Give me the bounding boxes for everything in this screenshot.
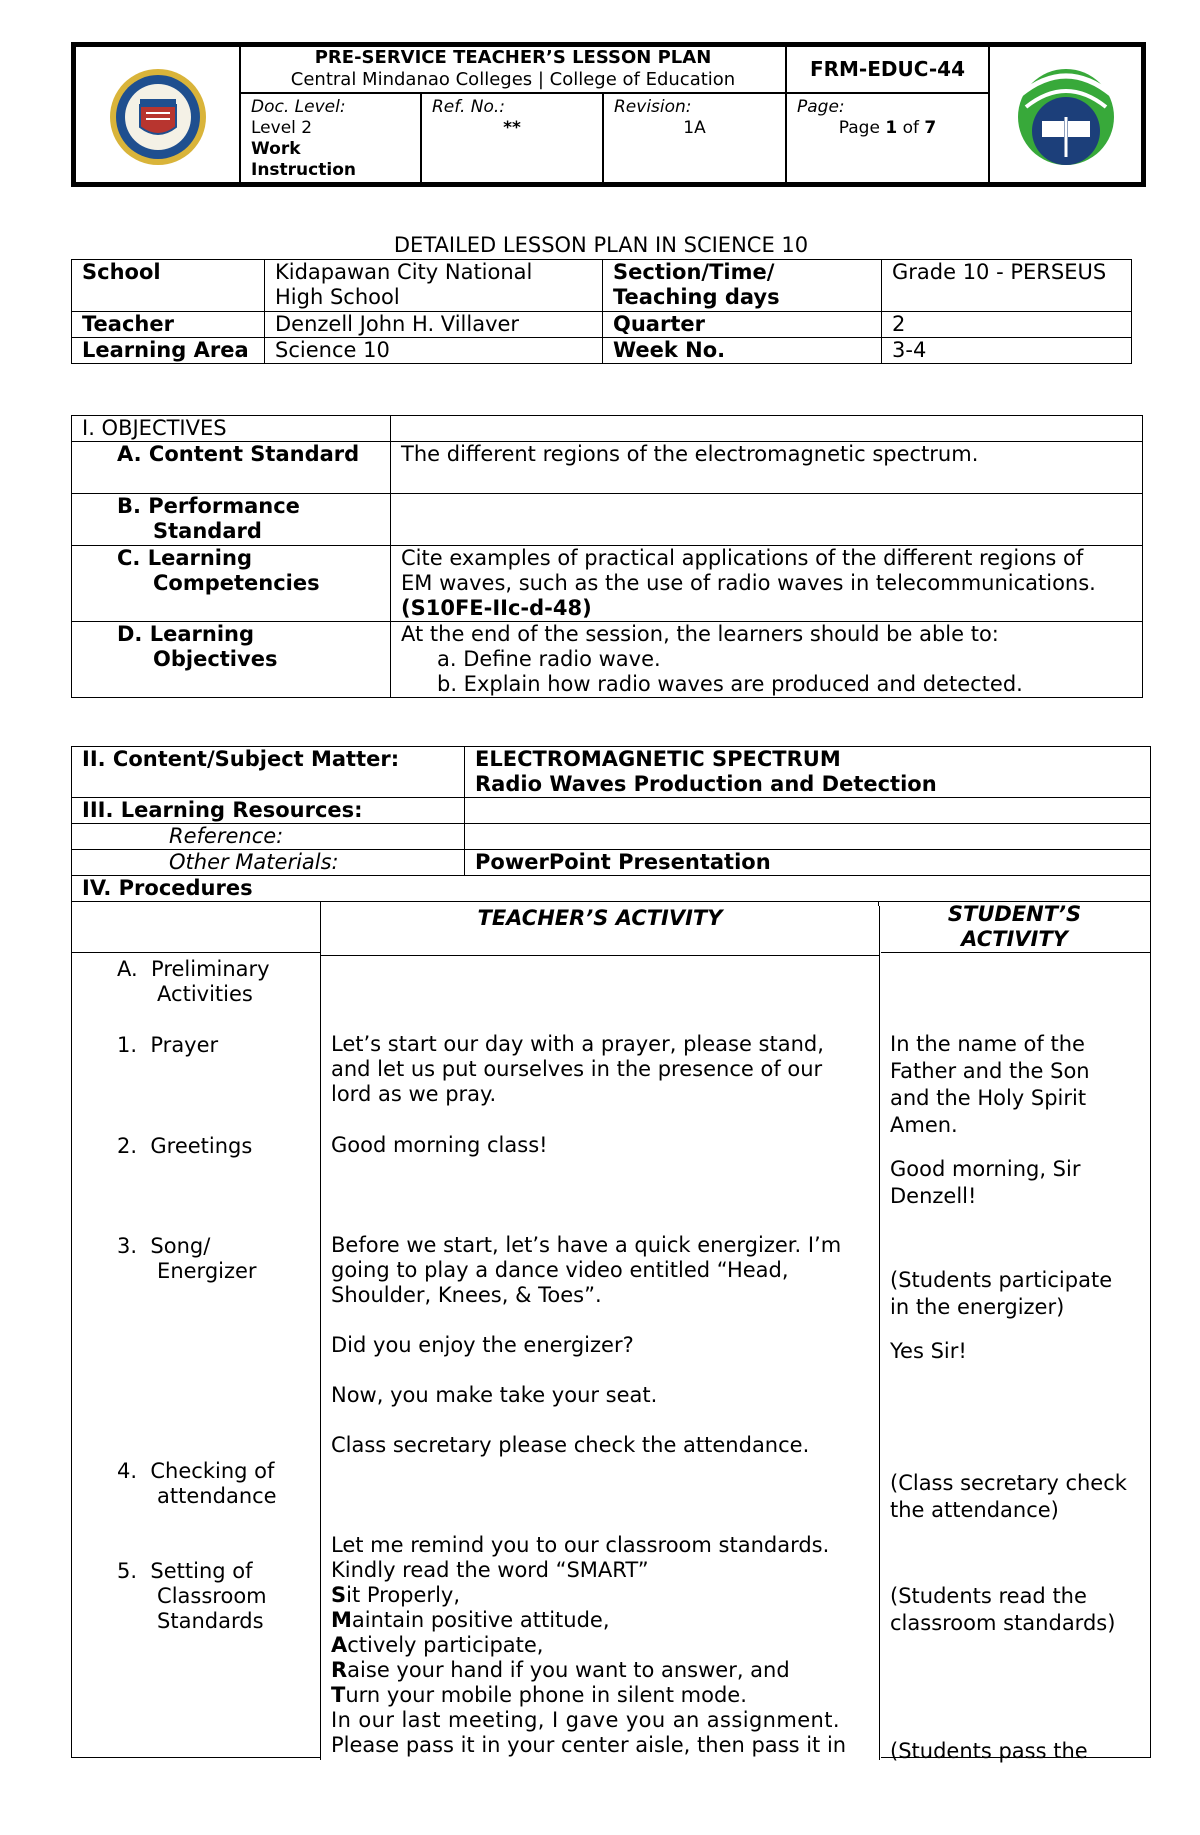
column-divider-2 [879,906,880,1760]
doc-level-instruction: Instruction [251,160,356,180]
student-line: in the energizer) [890,1295,1065,1319]
form-code: FRM-EDUC-44 [786,46,989,93]
seal-cell [75,46,240,183]
step-attendance-cont: attendance [117,1484,277,1508]
objectives-heading-blank [391,416,1143,442]
subject-matter-label: II. Content/Subject Matter: [72,747,465,798]
page-cell [786,93,989,183]
week-value: 3-4 [882,338,1132,364]
student-line: and the Holy Spirit [890,1086,1087,1110]
smart-r: Raise your hand if you want to answer, and [331,1658,790,1682]
student-line: the attendance) [890,1498,1059,1522]
step-song-cont: Energizer [117,1259,257,1283]
student-line: Good morning, Sir [890,1157,1081,1181]
smart-t: Turn your mobile phone in silent mode. [331,1683,747,1707]
learning-competencies-value: Cite examples of practical applications of the different regions of EM waves, such as the use of radio waves in telecommunications. (S10FE-IIc-d-48) [391,546,1143,622]
section-value: Grade 10 - PERSEUS [882,260,1132,312]
logo-cell [989,46,1142,183]
teacher-line: Let me remind you to our classroom standards. [331,1533,830,1557]
objectives-heading: I. OBJECTIVES [72,416,391,442]
page-label: Page: [797,97,845,117]
document-header [71,42,1146,187]
step-standards-cont2: Standards [117,1609,264,1633]
step-greetings: 2. Greetings [117,1134,253,1158]
lesson-info-table [71,259,1132,364]
school-label: School [72,260,265,312]
procedures-heading: IV. Procedures [72,876,1151,902]
procedure-steps-cell [72,953,321,1758]
other-materials-label: Other Materials: [72,850,465,876]
teacher-line: going to play a dance video entitled “Head, [331,1258,789,1282]
student-line: Amen. [890,1113,958,1137]
teacher-line: Let’s start our day with a prayer, please stand, [331,1032,824,1056]
teacher-line: and let us put ourselves in the presence of our [331,1057,823,1081]
page-current: 1 [885,118,898,138]
teacher-line: Good morning class! [331,1133,548,1157]
content-standard-value: The different regions of the electromagnetic spectrum. [391,442,1143,494]
week-label: Week No. [603,338,882,364]
doc-level-cell [240,93,421,183]
performance-standard-label: B. Performance Standard [72,494,391,546]
doc-level-work: Work [251,139,301,159]
student-line: Father and the Son [890,1059,1090,1083]
teacher-line: Shoulder, Knees, & Toes”. [331,1283,602,1307]
procedure-blank-head [72,902,321,953]
teacher-value: Denzell John H. Villaver [265,312,603,338]
competency-code: (S10FE-IIc-d-48) [401,596,592,620]
lesson-plan-title: DETAILED LESSON PLAN IN SCIENCE 10 [393,233,809,257]
content-standard-label: A. Content Standard [72,442,391,494]
section-label: Section/Time/ Teaching days [603,260,882,312]
ref-label: Ref. No.: [432,97,506,117]
learning-resources-value [465,798,1151,824]
step-standards-cont: Classroom [117,1584,267,1608]
student-line: (Students pass the [890,1739,1088,1763]
reference-value [465,824,1151,850]
school-value: Kidapawan City National High School [265,260,603,312]
student-line: Yes Sir! [890,1339,967,1363]
ref-cell [421,93,603,183]
page-number: Page 1 of 7 [838,118,937,138]
step-a-cont: Activities [117,982,253,1006]
teacher-line: Before we start, let’s have a quick energizer. I’m [331,1233,842,1257]
learning-resources-label: III. Learning Resources: [72,798,465,824]
quarter-value: 2 [882,312,1132,338]
step-prayer: 1. Prayer [117,1033,219,1057]
student-line: (Students read the [890,1584,1087,1608]
institution-name: Central Mindanao Colleges | College of Education [290,69,736,90]
student-line: In the name of the [890,1032,1085,1056]
student-line: classroom standards) [890,1611,1116,1635]
teacher-line: In our last meeting, I gave you an assignment. [331,1708,840,1732]
objectives-table [71,415,1143,698]
objective-item-b: b. Explain how radio waves are produced and detected. [437,672,1023,696]
doc-level-value: Level 2 [251,118,313,138]
step-song: 3. Song/ [117,1234,211,1258]
page-total: 7 [924,118,937,138]
teacher-activity-header-overlay: TEACHER’S ACTIVITY [477,906,723,930]
student-line: (Students participate [890,1268,1113,1292]
smart-a: Actively participate, [331,1633,544,1657]
teacher-line: lord as we pray. [331,1082,497,1106]
step-standards: 5. Setting of [117,1559,253,1583]
learning-area-value: Science 10 [265,338,603,364]
header-rule [321,955,879,956]
reference-label: Reference: [72,824,465,850]
revision-label: Revision: [614,97,692,117]
quarter-label: Quarter [603,312,882,338]
education-logo-icon [990,47,1143,184]
revision-value: 1A [683,118,706,138]
learning-competencies-label: C. Learning Competencies [72,546,391,622]
teacher-line: Did you enjoy the energizer? [331,1333,634,1357]
ref-value: ** [503,118,521,138]
doc-level-label: Doc. Level: [251,97,346,117]
teacher-line: Class secretary please check the attendance. [331,1433,810,1457]
student-line: (Class secretary check [890,1471,1127,1495]
teacher-line: Now, you make take your seat. [331,1383,658,1407]
smart-s: Sit Properly, [331,1583,461,1607]
teacher-label: Teacher [72,312,265,338]
performance-standard-value [391,494,1143,546]
student-line: Denzell! [890,1184,977,1208]
step-attendance: 4. Checking of [117,1459,275,1483]
learning-objectives-label: D. Learning Objectives [72,622,391,698]
plan-title: PRE-SERVICE TEACHER’S LESSON PLAN [314,47,712,68]
learning-objectives-value: At the end of the session, the learners should be able to: a. Define radio wave. b. Explain how radio waves are produced and detected. [391,622,1143,698]
teacher-line: Please pass it in your center aisle, then pass it in [331,1733,847,1757]
smart-m: Maintain positive attitude, [331,1608,610,1632]
step-a: A. Preliminary [117,957,270,981]
other-materials-value: PowerPoint Presentation [465,850,1151,876]
title-cell [240,46,786,93]
learning-area-label: Learning Area [72,338,265,364]
teacher-line: Kindly read the word “SMART” [331,1558,649,1582]
objective-item-a: a. Define radio wave. [437,647,661,671]
college-seal-icon [76,47,241,184]
subject-matter-value: ELECTROMAGNETIC SPECTRUM Radio Waves Production and Detection [465,747,1151,798]
student-activity-header: STUDENT’S ACTIVITY [879,902,1151,953]
revision-cell [603,93,786,183]
